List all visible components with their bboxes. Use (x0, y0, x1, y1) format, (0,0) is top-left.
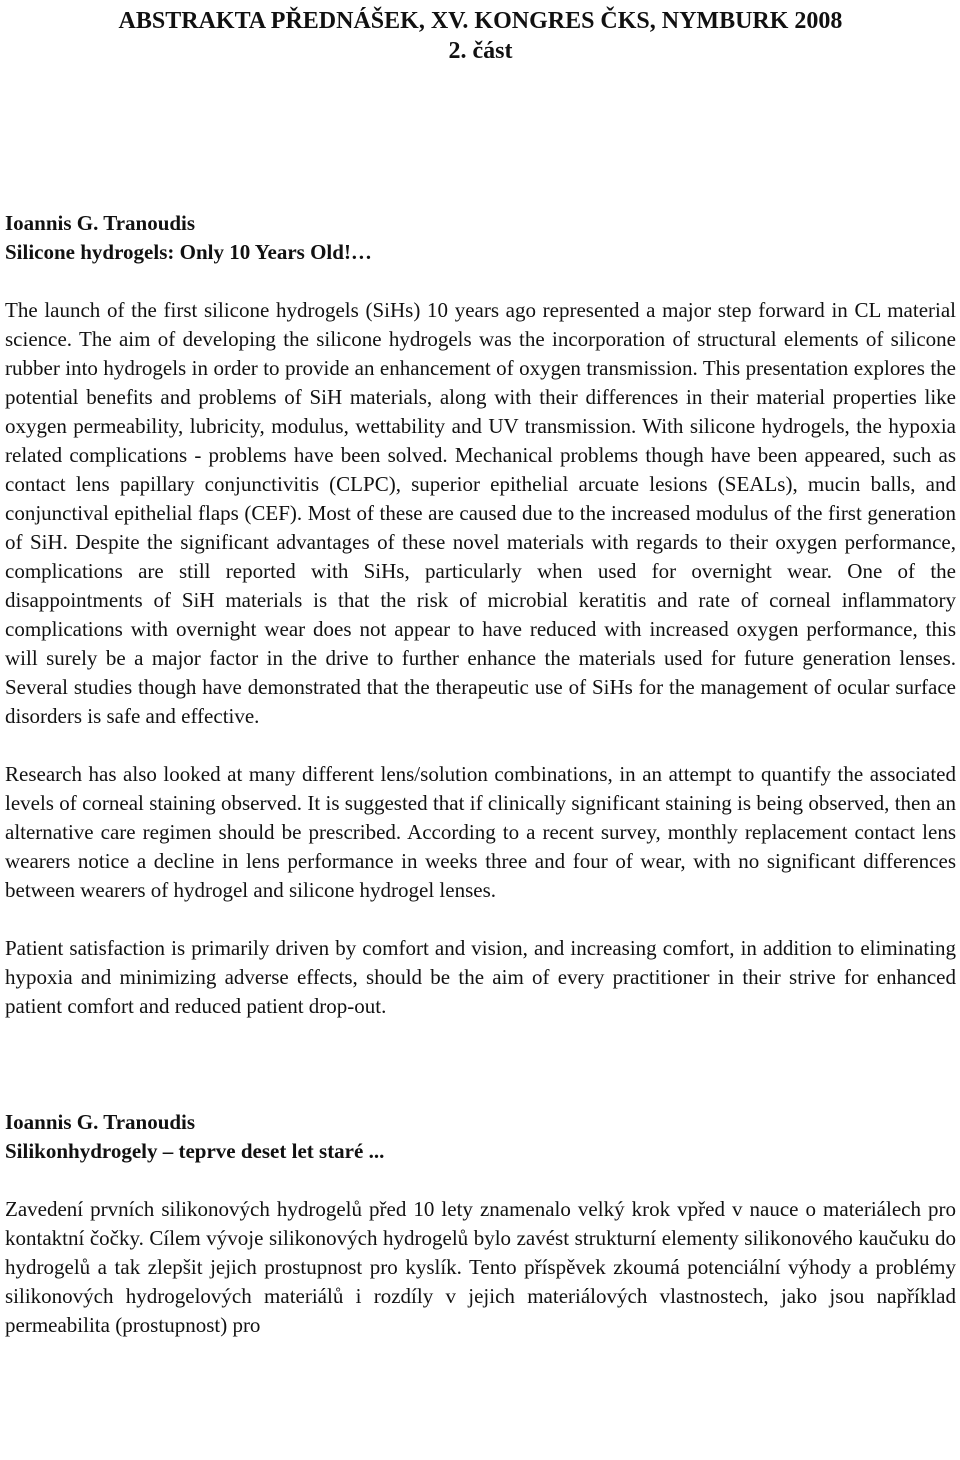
abstract-author: Ioannis G. Tranoudis (5, 1110, 196, 1134)
document-page (5, 0, 956, 1340)
abstract-paragraph: Zavedení prvních silikonových hydrogelů před 10 lety znamenalo velký krok vpřed v nauce o materiálech pro kontaktní čočky. Cílem vývoje silikonových hydrogelů bylo zavést strukturní elementy silikonového kaučuku do hydrogelů a tak zlepšit jejich prostupnost pro kyslík. Tento příspěvek zkoumá potenciální výhody a problémy silikonových hydrogelových materiálů i rozdíly v jejich materiálových vlastnostech, jako jsou například permeabilita (prostupnost) pro (5, 1197, 956, 1337)
abstract-czech (5, 1108, 956, 1340)
abstract-english (5, 209, 956, 1021)
abstract-paragraph: Research has also looked at many different lens/solution combinations, in an attempt to quantify the associated levels of corneal staining observed. It is suggested that if clinically significant staining is being observed, then an alternative care regimen should be prescribed. According to a recent survey, monthly replacement contact lens wearers notice a decline in lens performance in weeks three and four of wear, with no significant differences between wearers of hydrogel and silicone hydrogel lenses. (5, 762, 956, 902)
abstract-paragraph: Patient satisfaction is primarily driven by comfort and vision, and increasing comfort, in addition to eliminating hypoxia and minimizing adverse effects, should be the aim of every practitioner in their strive for enhanced patient comfort and reduced patient drop-out. (5, 936, 956, 1018)
abstract-author: Ioannis G. Tranoudis (5, 211, 196, 235)
header-title: ABSTRAKTA PŘEDNÁŠEK, XV. KONGRES ČKS, NYMBURK 2008 (118, 8, 843, 34)
abstract-title: Silikonhydrogely – teprve deset let staré ... (5, 1139, 385, 1163)
abstract-paragraph: The launch of the first silicone hydrogels (SiHs) 10 years ago represented a major step forward in CL material science. The aim of developing the silicone hydrogels was the incorporation of structural elements of silicone rubber into hydrogels in order to provide an enhancement of oxygen transmission. This presentation explores the potential benefits and problems of SiH materials, along with their differences in their material properties like oxygen permeability, lubricity, modulus, wettability and UV transmission. With silicone hydrogels, the hypoxia related complications - problems have been solved. Mechanical problems though have been appeared, such as contact lens papillary conjunctivitis (CLPC), superior epithelial arcuate lesions (SEALs), mucin balls, and conjunctival epithelial flaps (CEF). Most of these are caused due to the increased modulus of the first generation of SiH. Despite the significant advantages of these novel materials with regards to their oxygen performance, complications are still reported with SiHs, particularly when used for overnight wear. One of the disappointments of SiH materials is that the risk of microbial keratitis and rate of corneal inflammatory complications with overnight wear does not appear to have reduced with increased oxygen performance, this will surely be a major factor in the drive to further enhance the materials used for future generation lenses. Several studies though have demonstrated that the therapeutic use of SiHs for the management of ocular surface disorders is safe and effective. (5, 298, 956, 728)
abstract-title: Silicone hydrogels: Only 10 Years Old!… (5, 240, 372, 264)
document-header (5, 0, 956, 66)
header-subtitle: 2. část (448, 38, 513, 64)
